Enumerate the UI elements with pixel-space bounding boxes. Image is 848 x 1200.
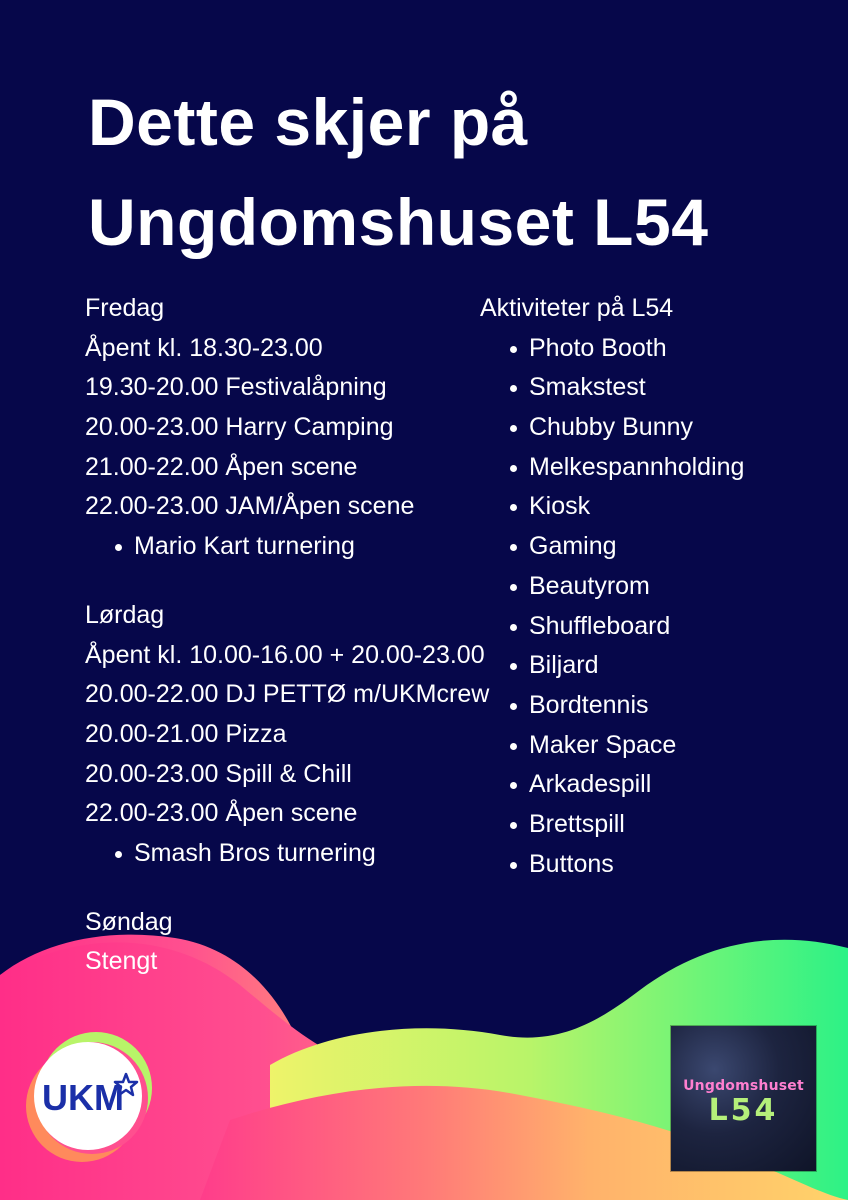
title-line-2: Ungdomshuset L54: [88, 185, 709, 259]
activity-item: Shuffleboard: [480, 607, 810, 647]
section-gap: [85, 874, 505, 903]
ukm-logo: [22, 1030, 156, 1164]
activity-item: Biljard: [480, 646, 810, 686]
schedule-line: 22.00-23.00 Åpen scene: [85, 799, 358, 828]
activity-item: Gaming: [480, 527, 810, 567]
l54-logo-code: L54: [708, 1093, 779, 1128]
activities-column: [480, 289, 810, 884]
day-heading-friday: Fredag: [85, 294, 165, 322]
sunday-status: Stengt: [85, 947, 158, 976]
activity-item: Buttons: [480, 845, 810, 885]
day-heading-saturday: Lørdag: [85, 600, 165, 629]
l54-logo: [671, 1026, 816, 1171]
schedule-line: 20.00-23.00 Spill & Chill: [85, 759, 352, 788]
activity-item: Maker Space: [480, 726, 810, 766]
schedule-line: Åpent kl. 18.30-23.00: [85, 333, 323, 362]
schedule-line: Åpent kl. 10.00-16.00 + 20.00-23.00: [85, 640, 485, 669]
schedule-column: [85, 289, 505, 982]
activity-item: Arkadespill: [480, 765, 810, 805]
schedule-line: 21.00-22.00 Åpen scene: [85, 452, 358, 481]
schedule-line: 19.30-20.00 Festivalåpning: [85, 373, 387, 402]
section-gap: [85, 567, 505, 596]
activity-item: Bordtennis: [480, 686, 810, 726]
schedule-line: 20.00-22.00 DJ PETTØ m/UKMcrew: [85, 680, 490, 709]
activity-item: Beautyrom: [480, 567, 810, 607]
activity-item: Kiosk: [480, 487, 810, 527]
activity-item: Chubby Bunny: [480, 408, 810, 448]
schedule-line: 20.00-21.00 Pizza: [85, 719, 287, 748]
schedule-line: 20.00-23.00 Harry Camping: [85, 413, 394, 442]
page-title: [88, 72, 708, 272]
activity-item: Brettspill: [480, 805, 810, 845]
day-heading-sunday: Søndag: [85, 907, 173, 936]
title-line-1: Dette skjer på: [88, 85, 528, 159]
activity-item: Smakstest: [480, 368, 810, 408]
schedule-line: 22.00-23.00 JAM/Åpen scene: [85, 492, 415, 521]
l54-logo-name: Ungdomshuset: [683, 1078, 804, 1094]
activities-heading: Aktiviteter på L54: [480, 294, 674, 322]
schedule-bullet: Smash Bros turnering: [85, 834, 505, 874]
schedule-bullet: Mario Kart turnering: [85, 527, 505, 567]
ukm-logo-text: UKM: [42, 1077, 124, 1118]
activity-item: Photo Booth: [480, 329, 810, 369]
activity-item: Melkespannholding: [480, 448, 810, 488]
